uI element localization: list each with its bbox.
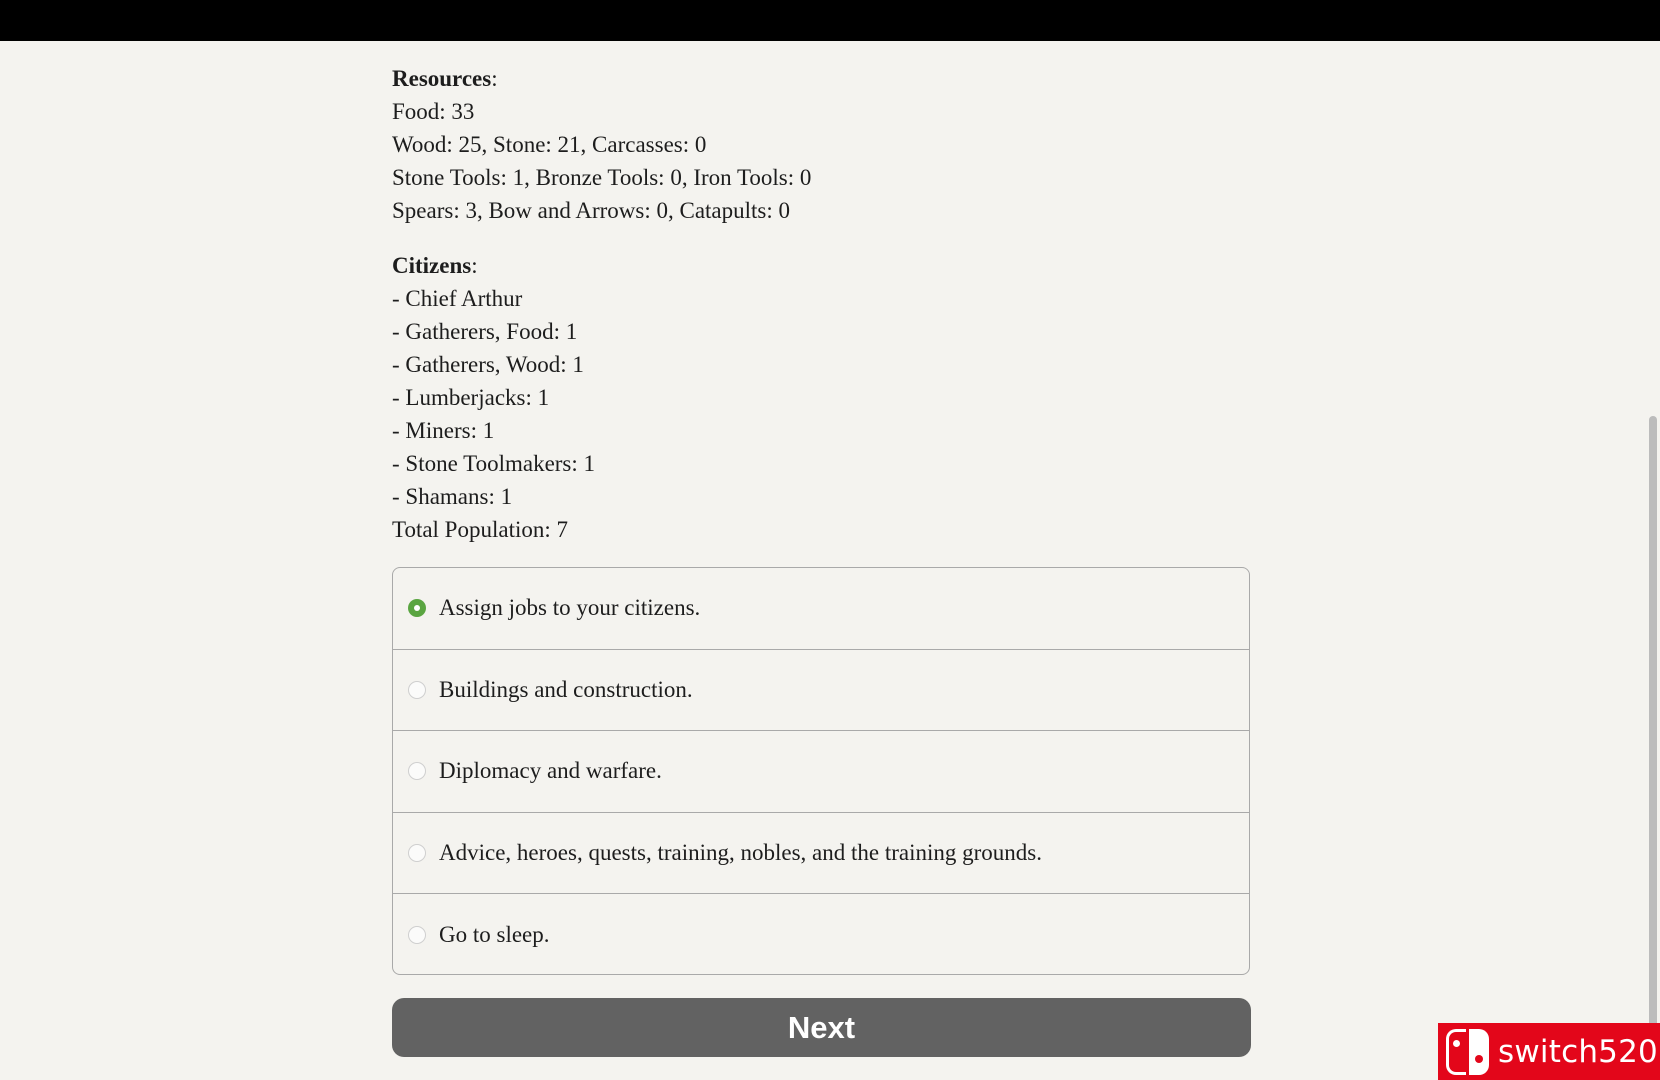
citizens-section <box>392 249 1252 546</box>
radio-button[interactable] <box>408 926 426 944</box>
resource-line: Spears: 3, Bow and Arrows: 0, Catapults: 0 <box>392 198 790 223</box>
citizen-line: - Miners: 1 <box>392 418 495 443</box>
citizen-line: - Shamans: 1 <box>392 484 513 509</box>
citizen-line: - Stone Toolmakers: 1 <box>392 451 596 476</box>
top-black-bar <box>0 0 1660 41</box>
resources-header: Resources <box>392 66 492 91</box>
radio-button[interactable] <box>408 681 426 699</box>
choice-label: Buildings and construction. <box>439 676 693 702</box>
resource-line: Wood: 25, Stone: 21, Carcasses: 0 <box>392 132 707 157</box>
total-population: Total Population: 7 <box>392 517 568 542</box>
switch-console-logo-icon <box>1444 1027 1494 1077</box>
choice-assign-jobs[interactable] <box>393 568 1249 650</box>
scrollbar-track[interactable] <box>1642 41 1660 1080</box>
radio-button[interactable] <box>408 844 426 862</box>
resource-line: Food: 33 <box>392 99 475 124</box>
citizens-header: Citizens <box>392 253 472 278</box>
radio-button[interactable] <box>408 599 426 617</box>
resources-section <box>392 62 1252 227</box>
resources-heading: Resources: <box>392 66 498 91</box>
choice-sleep[interactable] <box>393 894 1249 975</box>
citizen-line: - Gatherers, Wood: 1 <box>392 352 584 377</box>
citizen-line: - Lumberjacks: 1 <box>392 385 550 410</box>
choice-list <box>392 567 1250 975</box>
choice-buildings[interactable] <box>393 650 1249 732</box>
choice-label: Assign jobs to your citizens. <box>439 595 701 621</box>
citizen-line: - Chief Arthur <box>392 286 523 311</box>
choice-label: Diplomacy and warfare. <box>439 758 662 784</box>
watermark-text: switch520 <box>1498 1033 1658 1070</box>
next-button[interactable]: Next <box>392 998 1251 1057</box>
choice-label: Go to sleep. <box>439 922 550 948</box>
radio-button[interactable] <box>408 762 426 780</box>
choice-diplomacy[interactable] <box>393 731 1249 813</box>
citizen-line: - Gatherers, Food: 1 <box>392 319 578 344</box>
game-status-panel <box>392 62 1252 546</box>
scrollbar-thumb[interactable] <box>1649 416 1657 1076</box>
choice-advice[interactable] <box>393 813 1249 895</box>
citizens-heading: Citizens: <box>392 253 478 278</box>
watermark <box>1438 1023 1660 1080</box>
resource-line: Stone Tools: 1, Bronze Tools: 0, Iron Tools: 0 <box>392 165 812 190</box>
choice-label: Advice, heroes, quests, training, nobles, and the training grounds. <box>439 840 1042 866</box>
